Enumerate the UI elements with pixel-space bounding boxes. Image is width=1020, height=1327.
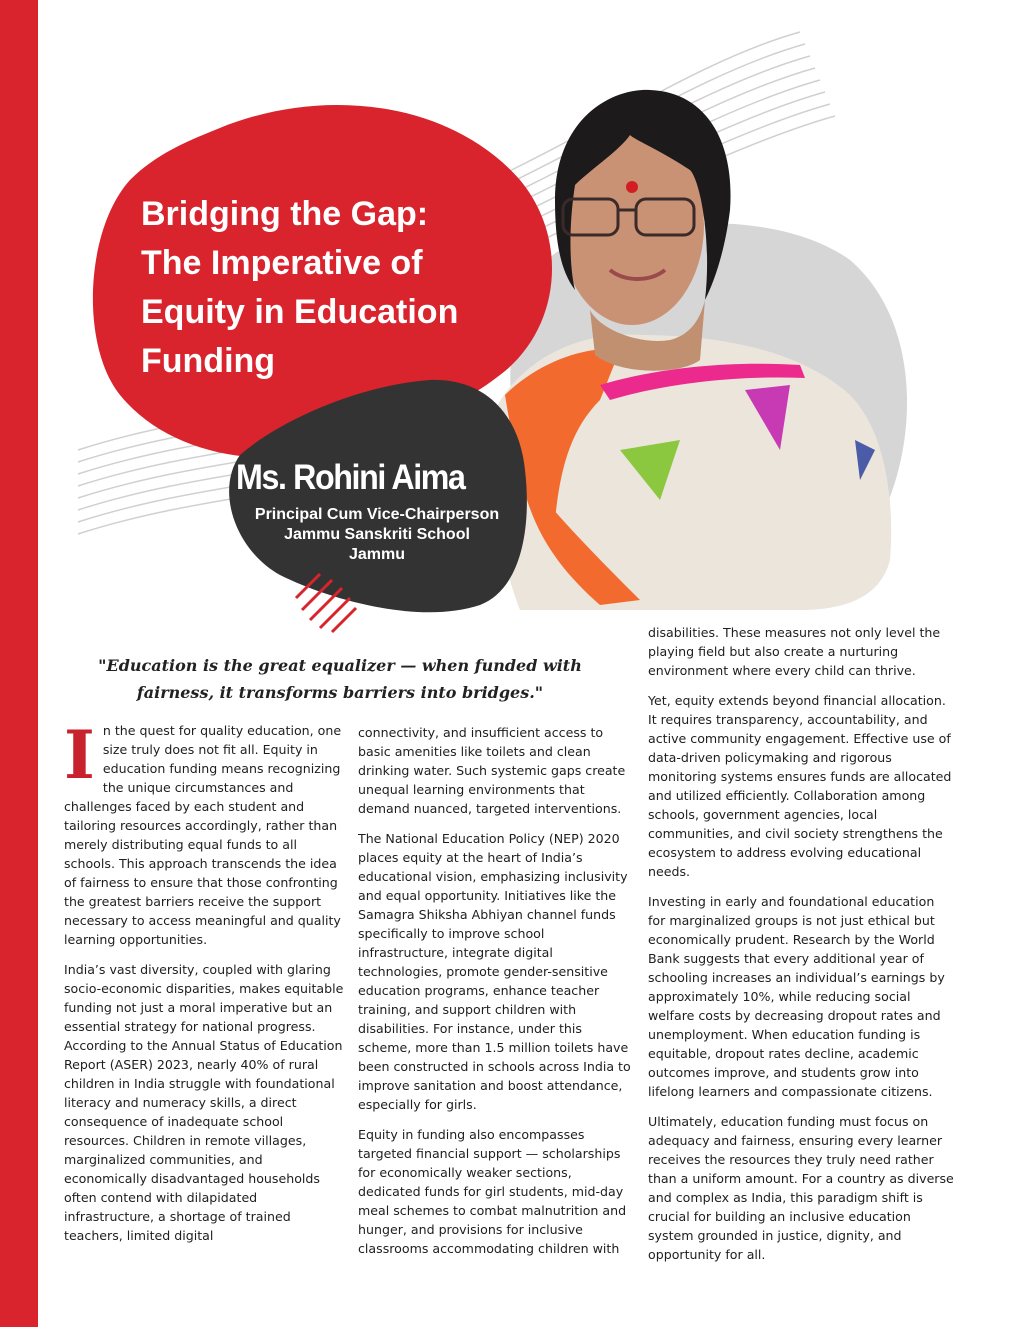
author-role — [222, 505, 532, 565]
paragraph-text: n the quest for quality education, one size truly does not fit all. Equity in education funding means recognizing the unique circumstances and challenges faced by each student and tailoring resources accordingly, rather than merely distributing equal funds to all schools. This approach transcends the idea of fairness to ensure that those confronting the greatest barriers receive the support necessary to access meaningful and quality learning opportunities. — [64, 723, 342, 947]
body-column-1 — [64, 716, 344, 1256]
body-paragraph: disabilities. These measures not only level the playing field but also create a nurturing environment where every child can thrive. — [648, 625, 941, 678]
author-role-line: Jammu — [348, 546, 406, 563]
title-line: Equity in Education — [141, 293, 459, 331]
pull-quote: "Education is the great equalizer — when funded with fairness, it transforms barriers into bridges." — [98, 656, 582, 702]
body-paragraph: The National Education Policy (NEP) 2020 places equity at the heart of India’s educational vision, emphasizing inclusivity and equal opportunity. Initiatives like the Samagra Shiksha Abhiyan channel funds specifically to improve school infrastructure, integrate digital technologies, promote gender-sensitive education programs, enhance teacher training, and support children with disabilities. For instance, under this scheme, more than 1.5 million toilets have been constructed in schools across India to improve sanitation and boost attendance, especially for girls. — [358, 831, 631, 1112]
title-line: Bridging the Gap: — [141, 195, 429, 233]
author-role-line: Principal Cum Vice-Chairperson — [254, 506, 500, 523]
body-column-3 — [648, 623, 954, 1275]
body-paragraph: connectivity, and insufficient access to basic amenities like toilets and clean drinking water. Such systemic gaps create unequal learning environments that demand nuanced, targeted interventions. — [358, 725, 626, 816]
body-paragraph: Investing in early and foundational education for marginalized groups is not just ethical but economically prudent. Research by the World Bank suggests that every additional year of schooling increases an individual’s earnings by approximately 10%, while reducing social welfare costs by decreasing dropout rates and unemployment. When education funding is equitable, dropout rates decline, academic outcomes improve, and students grow into lifelong learners and compassionate citizens. — [648, 894, 945, 1099]
body-paragraph: India’s vast diversity, coupled with glaring socio-economic disparities, makes equitable funding not just a moral imperative but an essential strategy for national progress. According to the Annual Status of Education Report (ASER) 2023, nearly 40% of rural children in India struggle with foundational literacy and numeracy skills, a direct consequence of inadequate school resources. Children in remote villages, marginalized communities, and economically disadvantaged households often contend with dilapidated infrastructure, a shortage of trained teachers, limited digital — [64, 962, 344, 1243]
article-title — [141, 190, 541, 386]
title-line: Funding — [141, 342, 276, 380]
drop-cap: I — [64, 716, 95, 794]
title-line: The Imperative of — [141, 244, 423, 282]
body-column-2 — [358, 723, 633, 1269]
body-paragraph: Yet, equity extends beyond financial allocation. It requires transparency, accountability, and active community engagement. Effective use of data-driven policymaking and rigorous monitoring systems ensures funds are allocated and utilized efficiently. Collaboration among schools, government agencies, local communities, and civil society strengthens the ecosystem to address evolving educational needs. — [648, 693, 952, 879]
body-paragraph — [64, 716, 344, 949]
author-name: Ms. Rohini Aima — [236, 458, 465, 497]
body-paragraph: Ultimately, education funding must focus on adequacy and fairness, ensuring every learner receives the resources they truly need rather than a uniform amount. For a country as diverse and complex as India, this paradigm shift is crucial for building an inclusive education system grounded in justice, dignity, and opportunity for all. — [648, 1114, 954, 1262]
body-paragraph: Equity in funding also encompasses targeted financial support — scholarships for economically weaker sections, dedicated funds for girl students, mid-day meal schemes to combat malnutrition and hunger, and provisions for inclusive classrooms accommodating children with — [358, 1127, 627, 1256]
author-role-line: Jammu Sanskriti School — [284, 526, 470, 543]
